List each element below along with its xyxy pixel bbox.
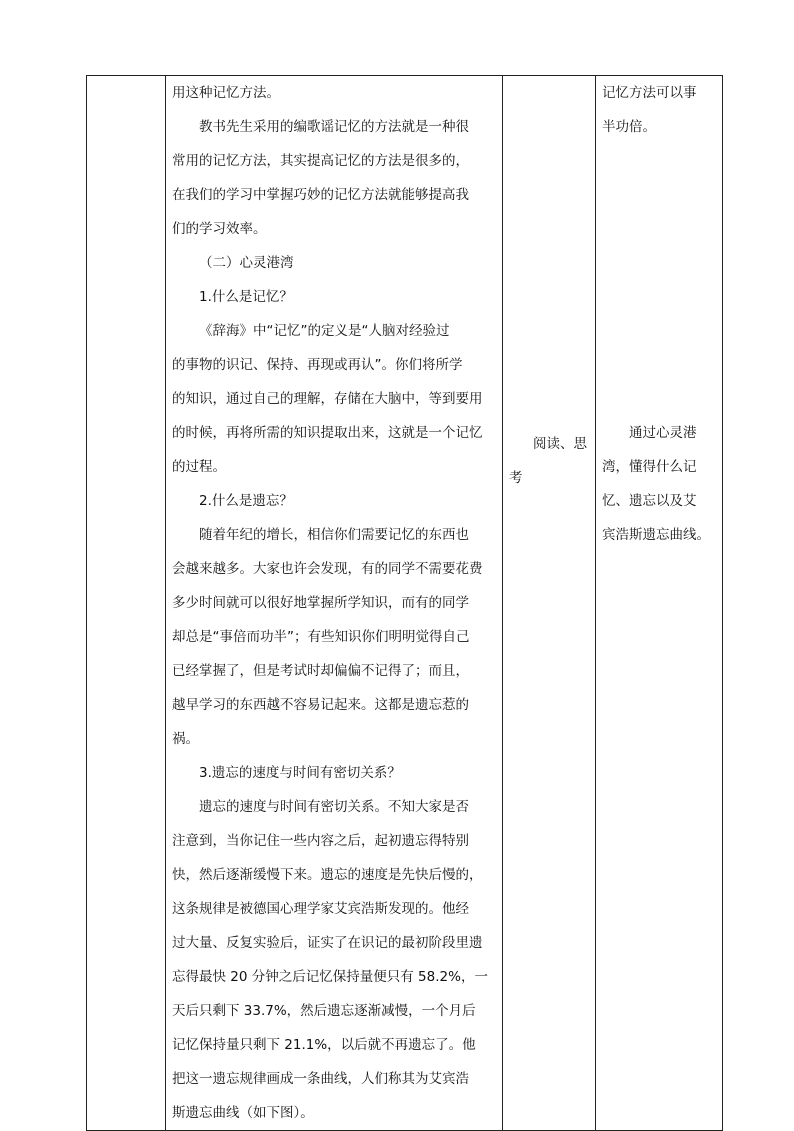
student-activity-text	[503, 76, 595, 495]
design-intent-text	[602, 76, 718, 552]
content-line: 用这种记忆方法。	[172, 85, 280, 101]
question-heading: 3.遗忘的速度与时间有密切关系？	[199, 765, 401, 781]
section-heading: （二）心灵港湾	[199, 255, 294, 271]
content-line: 把这一遗忘规律画成一条曲线，人们称其为艾宾浩	[172, 1071, 469, 1087]
stage-cell	[87, 76, 166, 1131]
content-line: 们的学习效率。	[172, 221, 267, 237]
teaching-content-cell	[166, 76, 503, 1131]
content-line: 斯遗忘曲线（如下图）。	[172, 1105, 314, 1121]
spacer	[602, 144, 718, 416]
activity-line: 考	[509, 470, 523, 486]
activity-line: 阅读、思	[533, 436, 587, 452]
content-line: 祸。	[172, 731, 199, 747]
content-line: 过大量、反复实验后，证实了在识记的最初阶段里遗	[172, 935, 483, 951]
content-line: 教书先生采用的编歌谣记忆的方法就是一种很	[199, 119, 469, 135]
content-line: 遗忘的速度与时间有密切关系。不知大家是否	[199, 799, 469, 815]
content-line: 会越来越多。大家也许会发现，有的同学不需要花费	[172, 561, 483, 577]
content-line: 天后只剩下 33.7%，然后遗忘逐渐减慢，一个月后	[172, 1003, 476, 1019]
content-line: 已经掌握了，但是考试时却偏偏不记得了；而且，	[172, 663, 469, 679]
content-line: 的事物的识记、保持、再现或再认”。你们将所学	[172, 357, 463, 373]
content-line: 常用的记忆方法，其实提高记忆的方法是很多的，	[172, 153, 469, 169]
student-activity-cell	[503, 76, 596, 1131]
content-line: 的过程。	[172, 459, 226, 475]
content-line: 随着年纪的增长，相信你们需要记忆的东西也	[199, 527, 469, 543]
intent-line: 湾，懂得什么记	[602, 459, 697, 475]
intent-line: 忆、遗忘以及艾	[602, 493, 697, 509]
content-line: 越早学习的东西越不容易记起来。这都是遗忘惹的	[172, 697, 469, 713]
intent-line: 通过心灵港	[629, 425, 697, 441]
content-line: 的时候，再将所需的知识提取出来，这就是一个记忆	[172, 425, 483, 441]
content-line: 忘得最快 20 分钟之后记忆保持量便只有 58.2%，一	[172, 969, 488, 985]
content-line: 的知识，通过自己的理解，存储在大脑中，等到要用	[172, 391, 483, 407]
content-line: 注意到，当你记住一些内容之后，起初遗忘得特别	[172, 833, 469, 849]
question-heading: 2.什么是遗忘？	[199, 493, 293, 509]
intent-line: 宾浩斯遗忘曲线。	[602, 527, 710, 543]
content-line: 《辞海》中“记忆”的定义是“人脑对经验过	[199, 323, 450, 339]
intent-line: 半功倍。	[602, 119, 656, 135]
content-line: 这条规律是被德国心理学家艾宾浩斯发现的。他经	[172, 901, 469, 917]
question-heading: 1.什么是记忆？	[199, 289, 293, 305]
design-intent-cell	[596, 76, 723, 1131]
table-row	[87, 76, 723, 1131]
content-line: 却总是“事倍而功半”；有些知识你们明明觉得自己	[172, 629, 470, 645]
content-line: 多少时间就可以很好地掌握所学知识，而有的同学	[172, 595, 469, 611]
content-line: 快，然后逐渐缓慢下来。遗忘的速度是先快后慢的，	[172, 867, 483, 883]
lesson-plan-table	[86, 75, 723, 1131]
content-line: 在我们的学习中掌握巧妙的记忆方法就能够提高我	[172, 187, 469, 203]
content-line: 记忆保持量只剩下 21.1%，以后就不再遗忘了。他	[172, 1037, 476, 1053]
intent-line: 记忆方法可以事	[602, 85, 697, 101]
